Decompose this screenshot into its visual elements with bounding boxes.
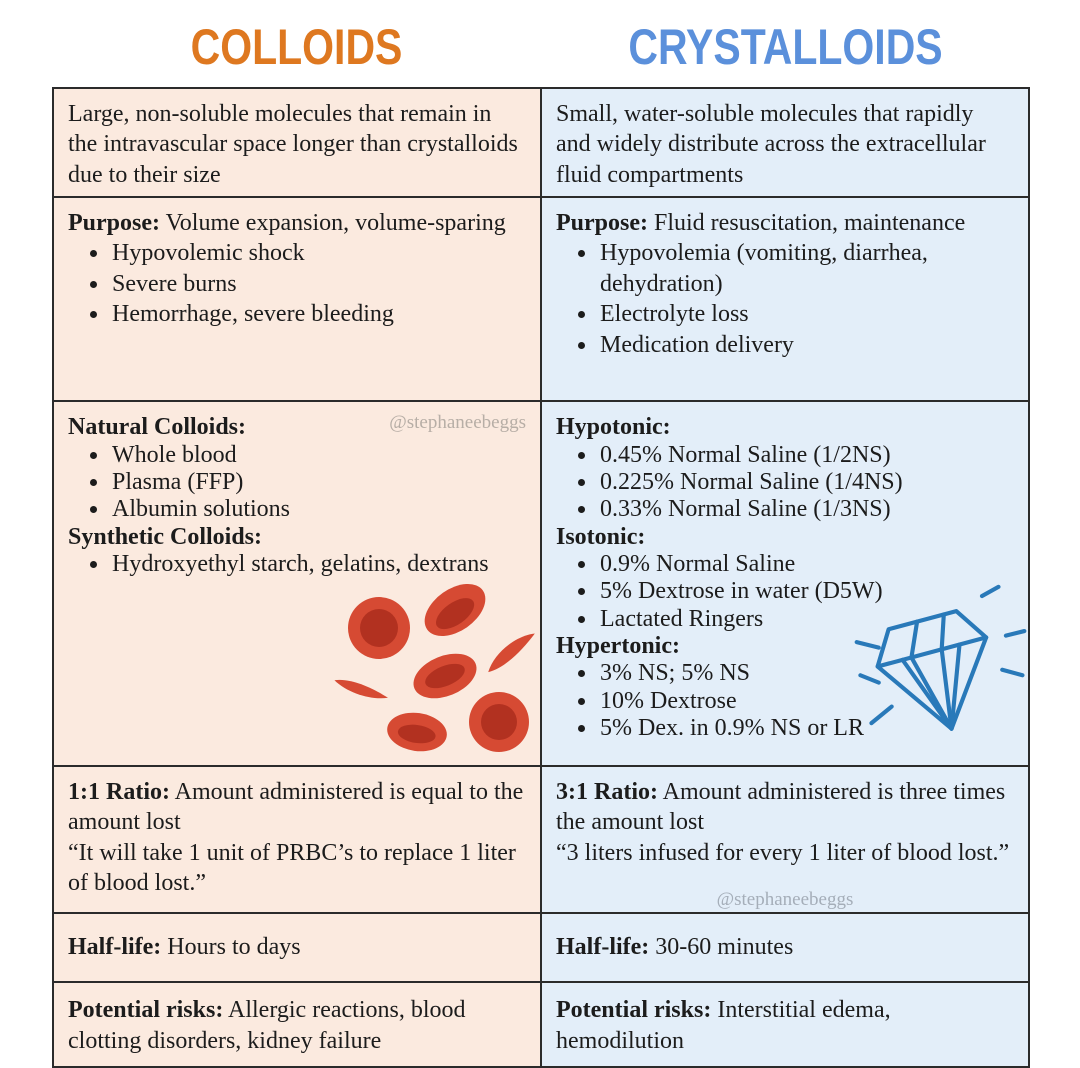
crystalloids-title: CRYSTALLOIDS — [628, 19, 943, 75]
crystalloids-purpose-list — [556, 238, 1014, 360]
diamond-icon — [853, 580, 1028, 765]
colloids-half-life-cell — [54, 914, 542, 981]
hypotonic-heading: Hypotonic: — [556, 414, 671, 441]
oval-blood-cell — [407, 645, 483, 707]
ratio-label: 3:1 Ratio: — [556, 778, 658, 805]
bullet-item: • Plasma (FFP) — [110, 469, 526, 496]
risks-text: Allergic reactions, blood clotting disorders, kidney failure — [68, 997, 466, 1054]
column-titles — [52, 16, 1030, 78]
round-blood-cell — [469, 692, 529, 752]
ratio-row — [54, 767, 1028, 914]
definition-row — [54, 89, 1028, 198]
half-life-text: 30-60 minutes — [649, 934, 794, 961]
red-blood-cells-icon — [331, 572, 536, 762]
purpose-text: Volume expansion, volume-sparing — [160, 210, 506, 236]
colloids-definition-text: Large, non-soluble molecules that remain in the intravascular space longer than crystalloids due to their size — [68, 101, 518, 188]
half-life-label: Half-life: — [68, 934, 162, 961]
crystalloids-purpose-intro — [556, 208, 1014, 238]
colloids-purpose-list — [68, 238, 526, 329]
half-life-text: Hours to days — [161, 934, 301, 961]
crystalloids-ratio-cell — [542, 767, 1028, 912]
crystalloids-purpose-cell — [542, 198, 1028, 400]
natural-colloids-list — [68, 442, 526, 524]
natural-colloids-heading: Natural Colloids: — [68, 414, 247, 441]
bullet-item: • Severe burns — [110, 269, 526, 299]
bullet-item: • Hydroxyethyl starch, gelatins, dextrans — [110, 551, 526, 578]
colloids-risks-cell — [54, 983, 542, 1066]
round-blood-cell — [348, 597, 410, 659]
crescent-blood-cell — [481, 630, 536, 674]
bullet-item: • 0.45% Normal Saline (1/2NS) — [598, 442, 1014, 469]
ratio-quote: “It will take 1 unit of PRBC’s to replace 1 liter of blood lost.” — [68, 839, 516, 897]
bullet-item: • Hypovolemic shock — [110, 238, 526, 268]
hypertonic-heading: Hypertonic: — [556, 633, 680, 660]
bullet-item: • Whole blood — [110, 442, 526, 469]
types-row — [54, 402, 1028, 767]
bullet-item: • 0.33% Normal Saline (1/3NS) — [598, 496, 1014, 523]
ratio-text: Amount administered is three times the amount lost — [556, 778, 1006, 836]
crystalloids-definition-cell — [542, 89, 1028, 196]
comparison-table — [52, 87, 1030, 1068]
bullet-item: • 5% Dextrose in water (D5W) — [598, 578, 1014, 605]
hypotonic-list — [556, 442, 1014, 524]
colloids-purpose-intro — [68, 208, 526, 238]
crescent-blood-cell — [332, 678, 389, 701]
risks-row — [54, 983, 1028, 1066]
bullet-item: • Lactated Ringers — [598, 606, 1014, 633]
risks-label: Potential risks: — [68, 997, 224, 1024]
crystalloids-types-cell — [542, 402, 1028, 765]
bean-blood-cell — [415, 574, 495, 647]
synthetic-colloids-heading: Synthetic Colloids: — [68, 523, 263, 550]
bean-blood-cell — [385, 709, 450, 755]
ratio-quote: “3 liters infused for every 1 liter of blood lost.” — [556, 839, 1010, 866]
bullet-item: • 10% Dextrose — [598, 688, 1014, 715]
half-life-row — [54, 914, 1028, 983]
purpose-row — [54, 198, 1028, 402]
watermark: @stephaneebeggs — [389, 412, 526, 434]
watermark: @stephaneebeggs — [716, 889, 854, 911]
purpose-label: Purpose: — [556, 210, 648, 236]
crystalloids-half-life-cell — [542, 914, 1028, 981]
bullet-item: • 5% Dex. in 0.9% NS or LR — [598, 715, 1014, 742]
bullet-item: • Hemorrhage, severe bleeding — [110, 299, 526, 329]
bullet-item: • 3% NS; 5% NS — [598, 660, 1014, 687]
purpose-label: Purpose: — [68, 210, 160, 236]
ratio-label: 1:1 Ratio: — [68, 778, 170, 805]
bullet-item: • Electrolyte loss — [598, 299, 1014, 329]
crystalloids-definition-text: Small, water-soluble molecules that rapidly and widely distribute across the extracellular fluid compartments — [556, 101, 986, 188]
purpose-text: Fluid resuscitation, maintenance — [648, 210, 966, 236]
bullet-item: • Medication delivery — [598, 330, 1014, 360]
bullet-item: • Albumin solutions — [110, 496, 526, 523]
bullet-item: • Hypovolemia (vomiting, diarrhea, dehydration) — [598, 238, 1014, 299]
colloids-types-cell — [54, 402, 542, 765]
bullet-item: • 0.225% Normal Saline (1/4NS) — [598, 469, 1014, 496]
colloids-title: COLLOIDS — [190, 19, 403, 75]
crystalloids-risks-cell — [542, 983, 1028, 1066]
isotonic-heading: Isotonic: — [556, 523, 646, 550]
colloids-ratio-cell — [54, 767, 542, 912]
colloids-definition-cell — [54, 89, 542, 196]
bullet-item: • 0.9% Normal Saline — [598, 551, 1014, 578]
half-life-label: Half-life: — [556, 934, 650, 961]
colloids-purpose-cell — [54, 198, 542, 400]
risks-label: Potential risks: — [556, 997, 712, 1024]
ratio-text: Amount administered is equal to the amount lost — [68, 778, 524, 836]
risks-text: Interstitial edema, hemodilution — [556, 997, 891, 1054]
